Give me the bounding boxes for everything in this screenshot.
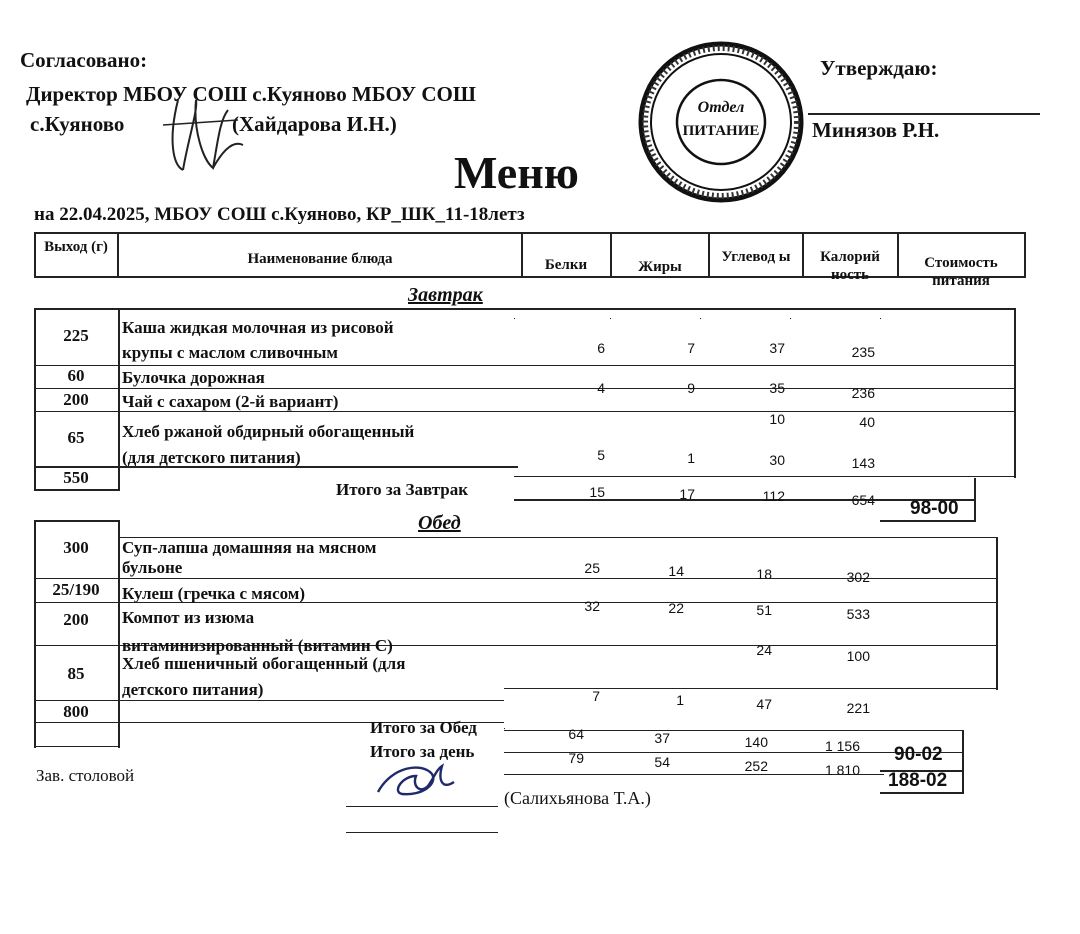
lunch-row-1-name-1: Суп-лапша домашняя на мясном <box>122 538 377 557</box>
breakfast-row-4-name-2: (для детского питания) <box>122 448 301 467</box>
section-breakfast: Завтрак <box>408 284 483 306</box>
village-label: с.Куяново <box>30 112 125 136</box>
breakfast-price: 98-00 <box>910 498 959 519</box>
lunch-row-1-fats: 14 <box>668 563 684 579</box>
breakfast-row-1-name-2: крупы с маслом сливочным <box>122 343 338 362</box>
head-cook-label: Зав. столовой <box>36 766 135 785</box>
breakfast-row-3-output: 200 <box>63 390 89 409</box>
lunch-row-2-name: Кулеш (гречка с мясом) <box>122 584 306 603</box>
col-output: Выход (г) <box>44 239 108 255</box>
breakfast-row-3-name: Чай с сахаром (2-й вариант) <box>122 392 339 411</box>
director-line: Директор МБОУ СОШ с.Куяново МБОУ СОШ <box>26 82 476 106</box>
col-proteins: Белки <box>544 257 588 273</box>
svg-text:ПИТАНИЕ: ПИТАНИЕ <box>682 123 760 139</box>
breakfast-total-label: Итого за Завтрак <box>336 480 469 499</box>
lunch-row-2-fats: 22 <box>668 600 684 616</box>
breakfast-total-calories: 654 <box>851 492 875 508</box>
director-name: (Хайдарова И.Н.) <box>232 112 397 136</box>
lunch-row-4-proteins: 7 <box>592 688 600 704</box>
page-title: Меню <box>454 147 579 198</box>
col-calories: Калорий ность <box>820 249 880 283</box>
lunch-row-4-name-1: Хлеб пшеничный обогащенный (для <box>122 654 406 673</box>
lunch-row-1-carbs: 18 <box>756 566 772 582</box>
lunch-row-2-proteins: 32 <box>584 598 600 614</box>
lunch-row-3-name-1: Компот из изюма <box>122 608 255 627</box>
approver-name: Минязов Р.Н. <box>812 118 940 142</box>
col-price: Стоимость питания <box>924 255 998 289</box>
lunch-row-1-output: 300 <box>63 538 89 557</box>
breakfast-total-carbs: 112 <box>762 488 785 504</box>
day-price: 188-02 <box>888 770 948 791</box>
director-signature <box>158 80 248 180</box>
day-total-fats: 54 <box>654 754 670 770</box>
col-fats: Жиры <box>638 259 682 275</box>
lunch-total-fats: 37 <box>654 730 670 746</box>
breakfast-row-2-name: Булочка дорожная <box>122 368 265 387</box>
lunch-row-4-carbs: 47 <box>756 696 772 712</box>
lunch-row-1-calories: 302 <box>846 569 870 585</box>
signer-name: (Салихьянова Т.А.) <box>504 788 651 808</box>
breakfast-row-1-name-1: Каша жидкая молочная из рисовой <box>122 318 394 337</box>
lunch-row-3-carbs: 24 <box>756 642 772 658</box>
lunch-row-2-calories: 533 <box>846 606 870 622</box>
breakfast-row-1-output: 225 <box>63 326 89 345</box>
lunch-total-carbs: 140 <box>744 734 768 750</box>
breakfast-row-2-carbs: 35 <box>769 380 785 396</box>
breakfast-row-2-proteins: 4 <box>597 380 605 396</box>
approve-label: Утверждаю: <box>820 56 938 80</box>
breakfast-row-3-carbs: 10 <box>769 411 785 427</box>
lunch-total-proteins: 64 <box>568 726 584 742</box>
breakfast-row-4-fats: 1 <box>687 450 695 466</box>
lunch-row-3-name-2: витаминизированный (витамин С) <box>122 636 393 655</box>
breakfast-total-fats: 17 <box>679 486 695 502</box>
breakfast-row-4-name-1: Хлеб ржаной обдирный обогащенный <box>122 422 415 441</box>
lunch-row-4-calories: 221 <box>846 700 870 716</box>
day-total-calories: 1 810 <box>824 762 860 778</box>
breakfast-row-4-carbs: 30 <box>769 452 785 468</box>
day-total-proteins: 79 <box>568 750 584 766</box>
breakfast-row-4-calories: 143 <box>851 455 875 471</box>
breakfast-row-3-calories: 40 <box>859 414 875 430</box>
lunch-price: 90-02 <box>894 744 943 765</box>
lunch-row-2-output: 25/190 <box>52 580 100 599</box>
section-lunch: Обед <box>418 512 461 534</box>
lunch-row-4-fats: 1 <box>676 692 684 708</box>
col-carbs: Углевод ы <box>721 249 791 265</box>
lunch-total-output: 800 <box>63 702 89 721</box>
lunch-row-3-output: 200 <box>63 610 89 629</box>
lunch-row-3-calories: 100 <box>846 648 870 664</box>
breakfast-row-2-calories: 236 <box>851 385 875 401</box>
lunch-row-4-name-2: детского питания) <box>122 680 264 699</box>
agreed-label: Согласовано: <box>20 48 148 72</box>
day-total-label: Итого за день <box>370 742 475 761</box>
breakfast-row-2-output: 60 <box>67 366 85 385</box>
breakfast-row-4-output: 65 <box>67 428 85 447</box>
breakfast-row-1-carbs: 37 <box>769 340 785 356</box>
lunch-row-4-output: 85 <box>67 664 85 683</box>
head-cook-signature <box>372 756 462 806</box>
signature-line-2 <box>346 832 498 833</box>
lunch-row-1-name-2: бульоне <box>122 558 183 577</box>
lunch-total-label: Итого за Обед <box>370 718 477 737</box>
breakfast-row-2-fats: 9 <box>687 380 695 396</box>
signature-line-1 <box>346 806 498 807</box>
day-total-carbs: 252 <box>744 758 768 774</box>
col-dish-name: Наименование блюда <box>247 251 393 267</box>
lunch-total-calories: 1 156 <box>824 738 860 754</box>
approve-signature-line <box>808 113 1040 115</box>
lunch-row-1-proteins: 25 <box>584 560 600 576</box>
breakfast-row-4-proteins: 5 <box>597 447 605 463</box>
breakfast-total-proteins: 15 <box>589 484 605 500</box>
lunch-row-2-carbs: 51 <box>756 602 772 618</box>
breakfast-row-1-proteins: 6 <box>597 340 605 356</box>
breakfast-row-1-calories: 235 <box>851 344 875 360</box>
breakfast-row-1-fats: 7 <box>687 340 695 356</box>
official-stamp <box>636 40 806 205</box>
svg-text:Отдел: Отдел <box>697 99 745 116</box>
breakfast-total-output: 550 <box>63 468 89 487</box>
page-subtitle: на 22.04.2025, МБОУ СОШ с.Куяново, КР_ШК_11-18летз <box>34 204 525 225</box>
